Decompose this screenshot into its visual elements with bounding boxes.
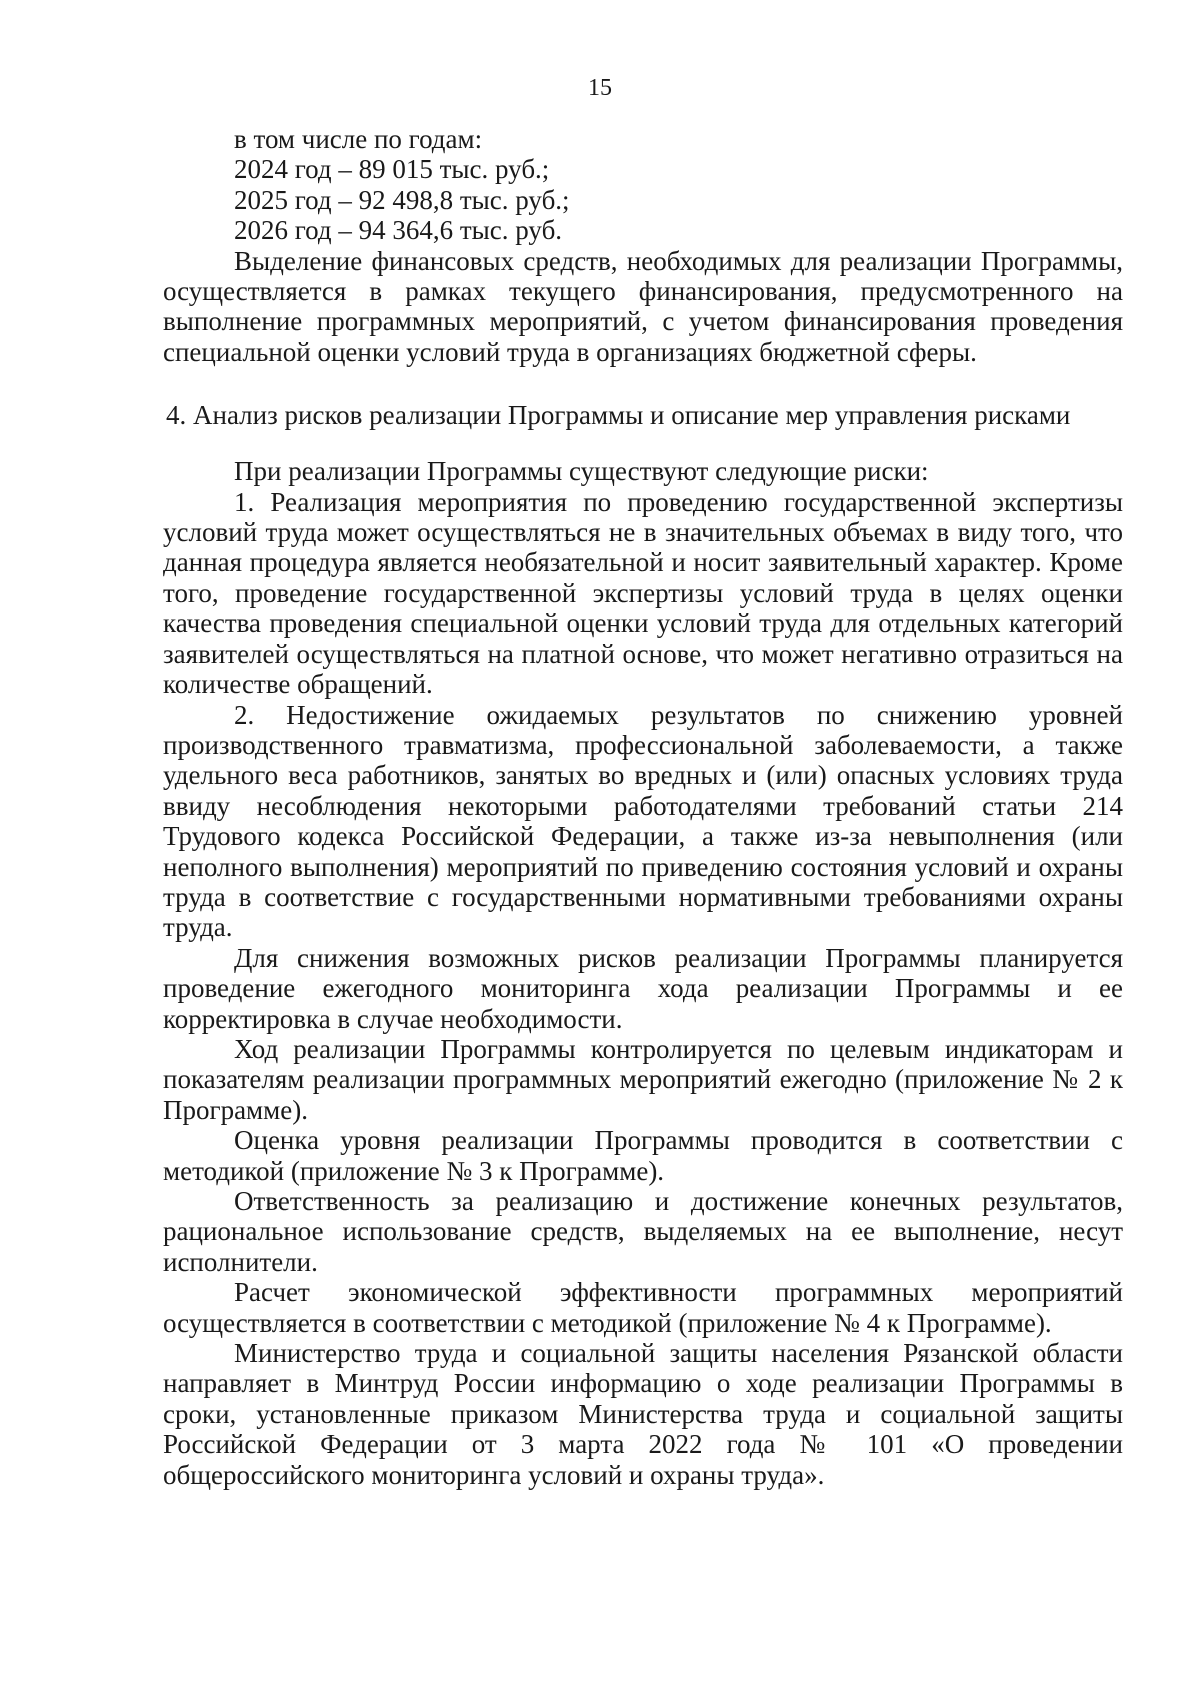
efficiency-paragraph: Расчет экономической эффективности программных мероприятий осуществляется в соответствии с методикой (приложение № 4 к Программе).: [163, 1277, 1123, 1338]
ministry-reporting-paragraph: Министерство труда и социальной защиты населения Рязанской области направляет в Минтруд России информацию о ходе реализации Программы в сроки, установленные приказом Министерства труда и социальной защиты Российской Федерации от 3 марта 2022 года № 101 «О проведении общероссийского мониторинга условий и охраны труда».: [163, 1338, 1123, 1490]
funding-year-2024: 2024 год – 89 015 тыс. руб.;: [234, 154, 550, 185]
funding-intro: в том числе по годам:: [234, 124, 483, 154]
evaluation-paragraph: Оценка уровня реализации Программы проводится в соответствии с методикой (приложение № 3 к Программе).: [163, 1125, 1123, 1186]
risk-item-1: 1. Реализация мероприятия по проведению государственной экспертизы условий труда может осуществляться не в значительных объемах в виду того, что данная процедура является необязательной и носит заявительный характер. Кроме того, проведение государственной экспертизы условий труда в целях оценки качества проведения специальной оценки условий труда для отдельных категорий заявителей осуществляться на платной основе, что может негативно отразиться на количестве обращений.: [163, 486, 1123, 700]
document-body: [163, 124, 1123, 1490]
allocation-paragraph: Выделение финансовых средств, необходимых для реализации Программы, осуществляется в рамках текущего финансирования, предусмотренного на выполнение программных мероприятий, с учетом финансирования проведения специальной оценки условий труда в организациях бюджетной сферы.: [163, 245, 1123, 367]
funding-year-2025: 2025 год – 92 498,8 тыс. руб.;: [234, 184, 570, 215]
monitoring-paragraph: Ход реализации Программы контролируется по целевым индикаторам и показателям реализации программных мероприятий ежегодно (приложение № 2 к Программе).: [163, 1033, 1123, 1125]
section-heading: 4. Анализ рисков реализации Программы и описание мер управления рисками: [166, 400, 1071, 431]
page-number: 15: [588, 75, 612, 101]
risk-item-2: 2. Недостижение ожидаемых результатов по снижению уровней производственного травматизма, профессиональной заболеваемости, а также удельного веса работников, занятых во вредных и (или) опасных условиях труда ввиду несоблюдения некоторыми работодателями требований статьи 214 Трудового кодекса Российской Федерации, а также из-за невыполнения (или неполного выполнения) мероприятий по приведению состояния условий и охраны труда в соответствие с государственными нормативными требованиями охраны труда.: [163, 699, 1123, 943]
funding-year-2026: 2026 год – 94 364,6 тыс. руб.: [234, 215, 563, 246]
risks-intro: При реализации Программы существуют следующие риски:: [234, 456, 929, 487]
responsibility-paragraph: Ответственность за реализацию и достижение конечных результатов, рациональное использование средств, выделяемых на ее выполнение, несут исполнители.: [163, 1186, 1123, 1277]
risk-mitigation-paragraph: Для снижения возможных рисков реализации Программы планируется проведение ежегодного мониторинга хода реализации Программы и ее корректировка в случае необходимости.: [163, 942, 1123, 1034]
